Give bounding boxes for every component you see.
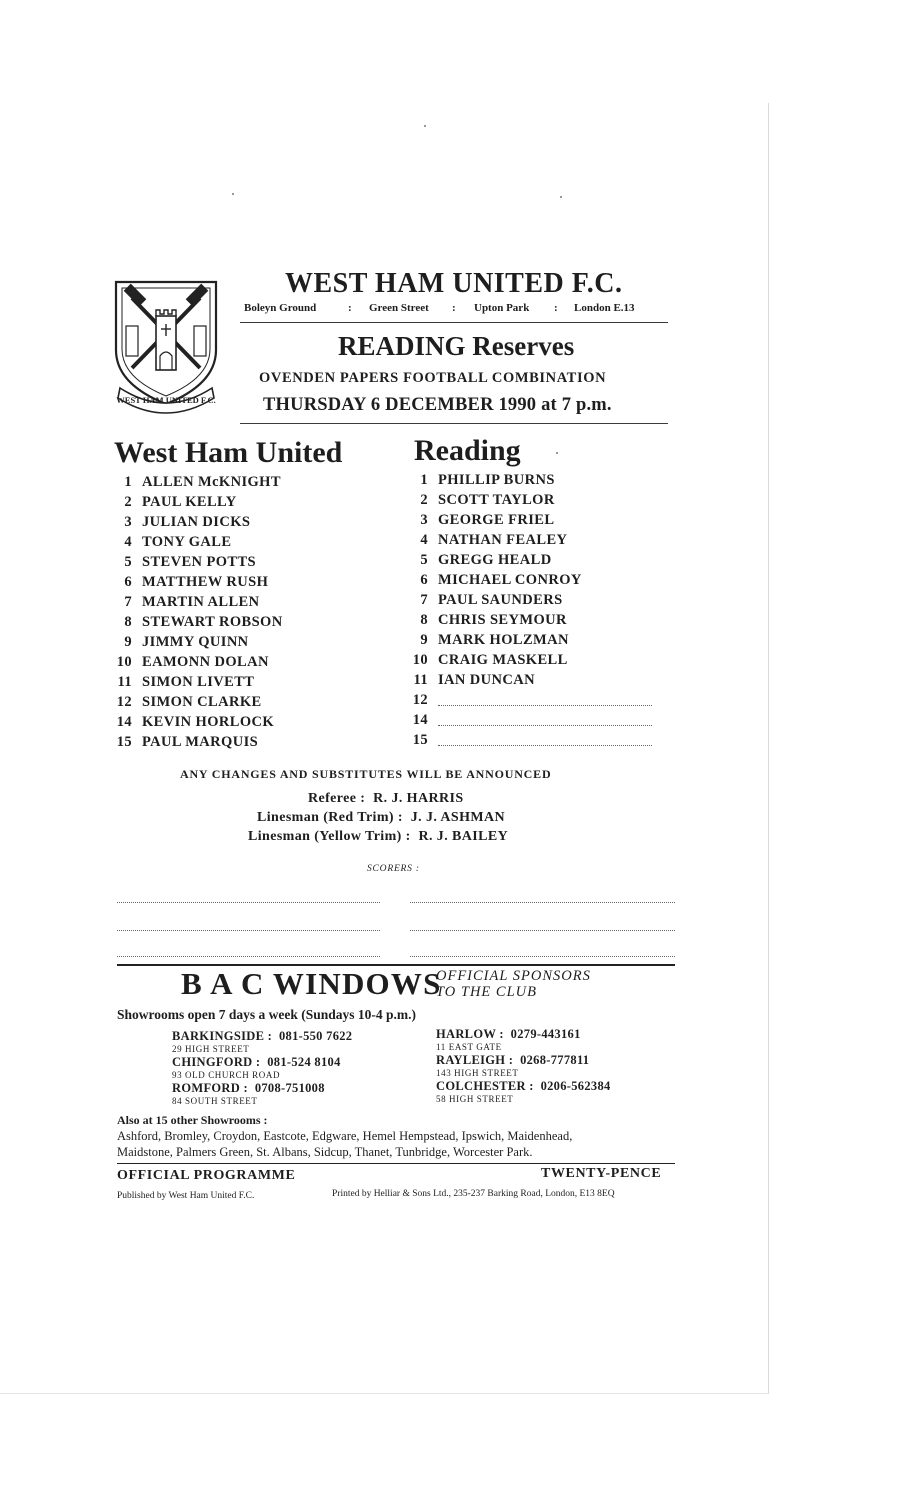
player-name: MATTHEW RUSH bbox=[142, 574, 269, 590]
home-player-row bbox=[110, 572, 283, 592]
player-number: 15 bbox=[412, 732, 428, 748]
showroom-street: 143 HIGH STREET bbox=[436, 1068, 519, 1078]
player-number: 9 bbox=[124, 634, 132, 650]
scorer-line-away bbox=[410, 956, 675, 957]
home-player-row bbox=[110, 672, 283, 692]
away-player-row bbox=[408, 490, 652, 510]
address-separator: : bbox=[452, 302, 456, 314]
player-number: 15 bbox=[116, 734, 132, 750]
showroom-towns: Ashford, Bromley, Croydon, Eastcote, Edgware, Hemel Hempstead, Ipswich, Maidenhead, bbox=[117, 1129, 573, 1143]
address-area: Upton Park bbox=[474, 302, 530, 314]
player-name: STEWART ROBSON bbox=[142, 614, 283, 630]
showroom-location: CHINGFORD : 081-524 8104 bbox=[172, 1055, 341, 1069]
opponent-title: READING Reserves bbox=[338, 331, 575, 361]
showroom-street: 29 HIGH STREET bbox=[172, 1044, 250, 1054]
linesman-yellow-name: R. J. BAILEY bbox=[418, 829, 509, 844]
scorer-line-home bbox=[117, 902, 380, 903]
blank-player-line bbox=[438, 715, 652, 726]
home-lineup bbox=[110, 472, 283, 752]
home-player-row bbox=[110, 512, 283, 532]
match-datetime: THURSDAY 6 DECEMBER 1990 at 7 p.m. bbox=[263, 395, 612, 415]
player-name: MARK HOLZMAN bbox=[438, 632, 569, 648]
away-player-row bbox=[408, 470, 652, 490]
player-name: PAUL SAUNDERS bbox=[438, 592, 563, 608]
header-rule bbox=[240, 322, 668, 323]
player-name: JIMMY QUINN bbox=[142, 634, 249, 650]
player-number: 6 bbox=[124, 574, 132, 590]
player-number: 7 bbox=[124, 594, 132, 610]
away-player-row bbox=[408, 690, 652, 710]
player-name: EAMONN DOLAN bbox=[142, 654, 269, 670]
away-team-name: Reading bbox=[414, 434, 521, 467]
player-number: 10 bbox=[116, 654, 132, 670]
away-player-row bbox=[408, 730, 652, 750]
player-name: JULIAN DICKS bbox=[142, 514, 251, 530]
scorers-label: SCORERS : bbox=[367, 864, 420, 874]
scorer-line-home bbox=[117, 930, 380, 931]
player-name: GEORGE FRIEL bbox=[438, 512, 555, 528]
linesman-yellow-label: Linesman (Yellow Trim) : bbox=[248, 829, 411, 844]
showroom-location: HARLOW : 0279-443161 bbox=[436, 1027, 581, 1041]
paper-speck bbox=[232, 193, 234, 195]
showroom-towns: Maidstone, Palmers Green, St. Albans, Sidcup, Thanet, Tunbridge, Worcester Park. bbox=[117, 1145, 533, 1159]
player-number: 8 bbox=[124, 614, 132, 630]
header-bottom-rule bbox=[240, 423, 668, 424]
player-number: 8 bbox=[420, 612, 428, 628]
home-player-row bbox=[110, 712, 283, 732]
player-number: 12 bbox=[412, 692, 428, 708]
blank-player-line bbox=[438, 735, 652, 746]
player-number: 5 bbox=[124, 554, 132, 570]
player-name: MICHAEL CONROY bbox=[438, 572, 582, 588]
linesman-red-label: Linesman (Red Trim) : bbox=[257, 810, 403, 825]
home-player-row bbox=[110, 612, 283, 632]
away-player-row bbox=[408, 570, 652, 590]
away-player-row bbox=[408, 650, 652, 670]
referee-line bbox=[308, 791, 464, 807]
showroom-location: ROMFORD : 0708-751008 bbox=[172, 1081, 325, 1095]
address-separator: : bbox=[554, 302, 558, 314]
sponsor-tagline: TO THE CLUB bbox=[436, 984, 537, 1000]
showroom-location: RAYLEIGH : 0268-777811 bbox=[436, 1053, 590, 1067]
player-number: 3 bbox=[420, 512, 428, 528]
scorer-line-away bbox=[410, 902, 675, 903]
player-number: 1 bbox=[124, 474, 132, 490]
address-separator: : bbox=[348, 302, 352, 314]
home-player-row bbox=[110, 472, 283, 492]
player-name: IAN DUNCAN bbox=[438, 672, 536, 688]
sponsor-name: B A C WINDOWS bbox=[181, 966, 442, 1001]
sponsor-tagline: OFFICIAL SPONSORS bbox=[436, 968, 591, 984]
player-name: CRAIG MASKELL bbox=[438, 652, 568, 668]
club-title: WEST HAM UNITED F.C. bbox=[285, 268, 623, 299]
player-number: 4 bbox=[124, 534, 132, 550]
player-name: GREGG HEALD bbox=[438, 552, 552, 568]
player-number: 14 bbox=[412, 712, 428, 728]
player-number: 2 bbox=[124, 494, 132, 510]
player-name: PAUL MARQUIS bbox=[142, 734, 259, 750]
footer-rule bbox=[117, 1163, 675, 1164]
away-lineup bbox=[408, 470, 652, 750]
player-name: SCOTT TAYLOR bbox=[438, 492, 555, 508]
linesman-red-line bbox=[257, 810, 505, 826]
address-city: London E.13 bbox=[574, 302, 635, 314]
away-player-row bbox=[408, 590, 652, 610]
home-player-row bbox=[110, 532, 283, 552]
blank-player-line bbox=[438, 695, 652, 706]
player-number: 3 bbox=[124, 514, 132, 530]
linesman-red-name: J. J. ASHMAN bbox=[410, 810, 505, 825]
address-ground: Boleyn Ground bbox=[244, 302, 317, 314]
player-name: MARTIN ALLEN bbox=[142, 594, 260, 610]
referee-name: R. J. HARRIS bbox=[373, 791, 464, 806]
away-player-row bbox=[408, 610, 652, 630]
competition-name: OVENDEN PAPERS FOOTBALL COMBINATION bbox=[259, 370, 607, 386]
player-number: 14 bbox=[116, 714, 132, 730]
player-number: 5 bbox=[420, 552, 428, 568]
showroom-location: BARKINGSIDE : 081-550 7622 bbox=[172, 1029, 353, 1043]
publisher-note: Published by West Ham United F.C. bbox=[117, 1191, 255, 1201]
away-player-row bbox=[408, 510, 652, 530]
scorer-line-away bbox=[410, 930, 675, 931]
home-player-row bbox=[110, 592, 283, 612]
svg-text:WEST HAM UNITED F.C.: WEST HAM UNITED F.C. bbox=[116, 395, 216, 405]
home-player-row bbox=[110, 732, 283, 752]
paper-speck bbox=[560, 196, 562, 198]
showroom-street: 93 OLD CHURCH ROAD bbox=[172, 1070, 281, 1080]
player-number: 4 bbox=[420, 532, 428, 548]
player-number: 9 bbox=[420, 632, 428, 648]
player-number: 12 bbox=[116, 694, 132, 710]
player-name: SIMON CLARKE bbox=[142, 694, 262, 710]
substitutes-notice: ANY CHANGES AND SUBSTITUTES WILL BE ANNOUNCED bbox=[180, 767, 552, 781]
player-name: TONY GALE bbox=[142, 534, 232, 550]
player-name: NATHAN FEALEY bbox=[438, 532, 568, 548]
away-player-row bbox=[408, 670, 652, 690]
paper-speck bbox=[424, 125, 426, 127]
home-player-row bbox=[110, 652, 283, 672]
home-team-name: West Ham United bbox=[114, 436, 343, 469]
home-player-row bbox=[110, 552, 283, 572]
player-number: 6 bbox=[420, 572, 428, 588]
printer-note: Printed by Helliar & Sons Ltd., 235-237 Barking Road, London, E13 8EQ bbox=[332, 1189, 615, 1199]
player-name: KEVIN HORLOCK bbox=[142, 714, 275, 730]
player-number: 7 bbox=[420, 592, 428, 608]
player-number: 10 bbox=[412, 652, 428, 668]
away-player-row bbox=[408, 530, 652, 550]
player-number: 11 bbox=[413, 672, 428, 688]
player-number: 1 bbox=[420, 472, 428, 488]
home-player-row bbox=[110, 632, 283, 652]
player-number: 11 bbox=[117, 674, 132, 690]
showroom-hours: Showrooms open 7 days a week (Sundays 10-4 p.m.) bbox=[117, 1007, 417, 1022]
showroom-street: 84 SOUTH STREET bbox=[172, 1096, 258, 1106]
showroom-street: 58 HIGH STREET bbox=[436, 1094, 514, 1104]
away-player-row bbox=[408, 550, 652, 570]
player-number: 2 bbox=[420, 492, 428, 508]
player-name: PHILLIP BURNS bbox=[438, 472, 555, 488]
player-name: SIMON LIVETT bbox=[142, 674, 255, 690]
official-programme-label: OFFICIAL PROGRAMME bbox=[117, 1168, 296, 1183]
player-name: ALLEN McKNIGHT bbox=[142, 474, 281, 490]
home-player-row bbox=[110, 692, 283, 712]
away-player-row bbox=[408, 630, 652, 650]
player-name: PAUL KELLY bbox=[142, 494, 237, 510]
address-street: Green Street bbox=[369, 302, 429, 314]
scorer-line-home bbox=[117, 956, 380, 957]
linesman-yellow-line bbox=[248, 829, 508, 845]
player-name: CHRIS SEYMOUR bbox=[438, 612, 567, 628]
referee-label: Referee : bbox=[308, 791, 366, 806]
away-player-row bbox=[408, 710, 652, 730]
showroom-location: COLCHESTER : 0206-562384 bbox=[436, 1079, 611, 1093]
other-showrooms-label: Also at 15 other Showrooms : bbox=[117, 1113, 268, 1127]
paper-speck bbox=[556, 452, 558, 454]
showroom-street: 11 EAST GATE bbox=[436, 1042, 502, 1052]
player-name: STEVEN POTTS bbox=[142, 554, 256, 570]
home-player-row bbox=[110, 492, 283, 512]
club-crest-logo bbox=[102, 272, 230, 418]
programme-price: TWENTY-PENCE bbox=[541, 1166, 662, 1181]
